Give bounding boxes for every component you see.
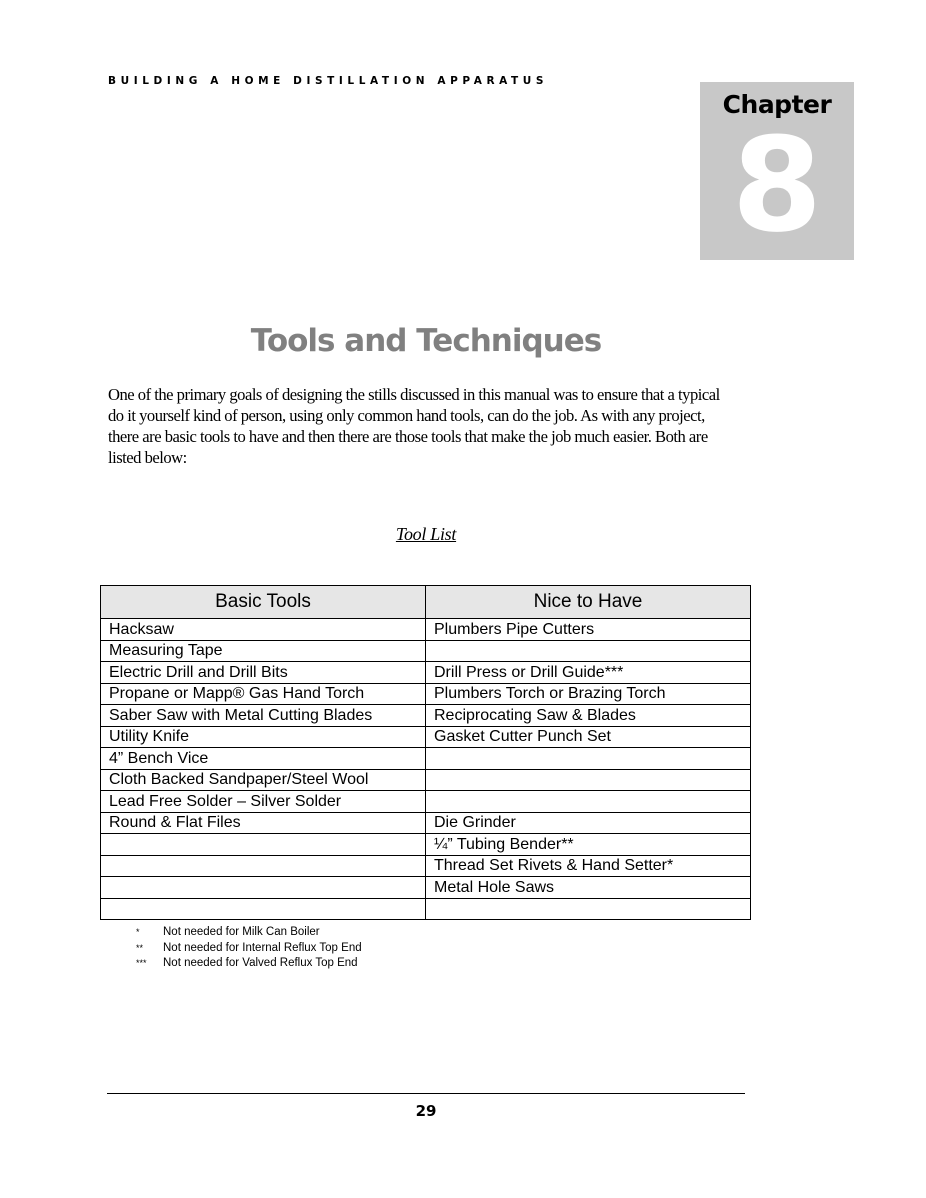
basic-tool-cell: Round & Flat Files [101,812,426,834]
basic-tool-cell: 4” Bench Vice [101,748,426,770]
footnote-text: Not needed for Milk Can Boiler [163,926,320,938]
table-row [101,791,751,813]
chapter-box [700,82,854,260]
footnote-text: Not needed for Internal Reflux Top End [163,941,362,954]
basic-tool-cell [101,877,426,899]
table-row [101,877,751,899]
footer-rule [107,1093,745,1094]
footnote [136,941,362,957]
nice-to-have-cell: Plumbers Torch or Brazing Torch [426,683,751,705]
page-title: Tools and Techniques [250,323,602,359]
footnotes [136,925,362,972]
table-row [101,898,751,920]
running-header: BUILDING A HOME DISTILLATION APPARATUS [108,75,549,87]
footnote-mark: *** [136,958,147,968]
table-row [101,748,751,770]
basic-tool-cell: Propane or Mapp® Gas Hand Torch [101,683,426,705]
tool-list-table [100,585,751,920]
nice-to-have-cell [426,640,751,662]
basic-tool-cell [101,834,426,856]
chapter-number: 8 [731,109,823,261]
footnote [136,956,362,972]
basic-tool-cell [101,898,426,920]
basic-tool-cell: Lead Free Solder – Silver Solder [101,791,426,813]
footnote-text: Not needed for Valved Reflux Top End [163,957,358,969]
footnote-mark: * [136,927,140,937]
basic-tool-cell: Saber Saw with Metal Cutting Blades [101,705,426,727]
footnote [136,925,362,941]
basic-tool-cell: Hacksaw [101,619,426,641]
table-row [101,705,751,727]
nice-to-have-cell: Die Grinder [426,812,751,834]
nice-to-have-cell: Drill Press or Drill Guide*** [426,662,751,684]
table-row [101,640,751,662]
nice-to-have-cell: ¼” Tubing Bender** [426,834,751,856]
nice-to-have-cell: Plumbers Pipe Cutters [426,619,751,641]
basic-tool-cell: Cloth Backed Sandpaper/Steel Wool [101,769,426,791]
nice-to-have-cell: Metal Hole Saws [426,877,751,899]
table-row [101,726,751,748]
table-row [101,855,751,877]
table-row [101,683,751,705]
nice-to-have-cell: Gasket Cutter Punch Set [426,726,751,748]
nice-to-have-cell: Thread Set Rivets & Hand Setter* [426,855,751,877]
basic-tool-cell: Measuring Tape [101,640,426,662]
table-row [101,812,751,834]
basic-tool-cell [101,855,426,877]
page-number: 29 [415,1102,437,1120]
table-caption: Tool List [395,524,457,544]
chapter-label: Chapter [722,90,832,119]
table-row [101,662,751,684]
table-row [101,769,751,791]
nice-to-have-cell: Reciprocating Saw & Blades [426,705,751,727]
nice-to-have-cell [426,748,751,770]
table-body [101,619,751,920]
table-header-row [101,586,751,619]
intro-paragraph: One of the primary goals of designing the stills discussed in this manual was to ensure that a typical do it yourself kind of person, using only common hand tools, can do the job. As with any project, there are basic tools to have and then there are those tools that make the job much easier. Both are listed below: [108,385,720,467]
nice-to-have-cell [426,898,751,920]
table-row [101,834,751,856]
basic-tool-cell: Utility Knife [101,726,426,748]
nice-to-have-cell [426,791,751,813]
basic-tool-cell: Electric Drill and Drill Bits [101,662,426,684]
footnote-mark: ** [136,942,144,953]
table-row [101,619,751,641]
nice-to-have-cell [426,769,751,791]
column-header-nice-to-have: Nice to Have [426,586,751,619]
column-header-basic-tools: Basic Tools [101,586,426,619]
